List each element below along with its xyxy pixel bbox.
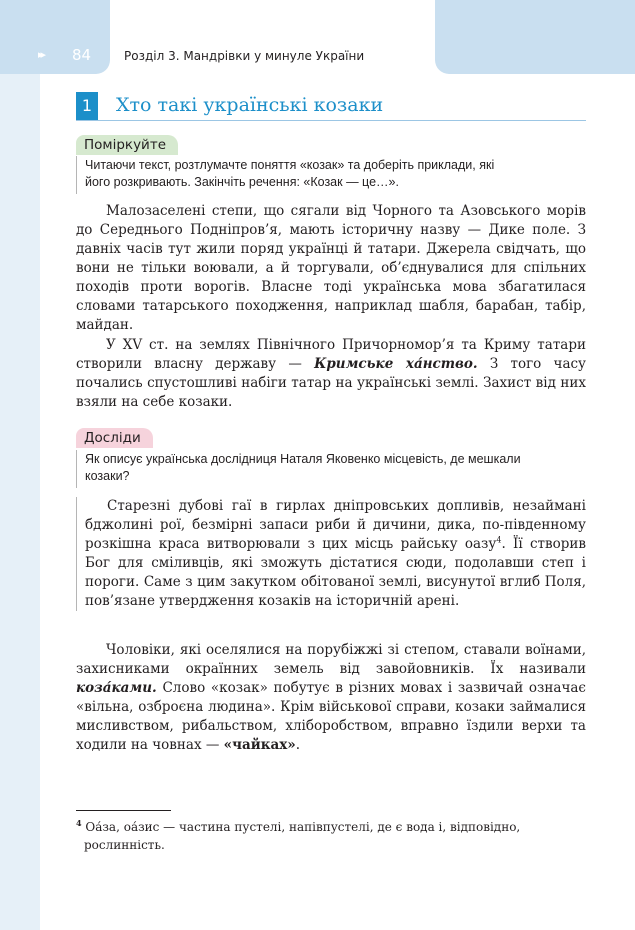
think-text-line2: його розкривають. Закінчіть речення: «Козак — це…». <box>85 175 399 189</box>
footnote-divider <box>76 810 171 811</box>
quote-text-cont: . Її створив Бог для сміливців, які зможуть дістатися сюди, подолавши степ і пороги. Саме з цим закутком обітованої землі, висунутої вглиб Поля, пов’язане утвердження козаків на історичній арені. <box>85 536 586 609</box>
footnote <box>76 818 586 854</box>
paragraph-3 <box>76 641 586 755</box>
paragraph-3-text: Чоловіки, які оселялися на порубіжжі зі степом, ставали воїнами, захисниками окраїнних земель від завойовників. Їх називали <box>76 642 586 677</box>
quote-block <box>76 497 586 611</box>
footnote-marker: 4 <box>76 818 82 828</box>
section-heading <box>76 92 586 121</box>
paragraph-2-cont: З того часу почались спустошливі набіги татар на українські землі. Захист від них взяли на себе козаки. <box>76 356 587 410</box>
quote-text: Старезні дубові гаї в гирлах дніпровських допливів, незаймані бджолині рої, безмірні запаси риби й дичини, дика, по-південному розкішна краса витворювали з цих місць райську оазу <box>85 498 586 552</box>
section-title: Хто такі українські козаки <box>116 94 384 116</box>
think-text <box>76 156 586 194</box>
cossacks-term: коза́ками. <box>76 680 157 696</box>
footnote-ref[interactable]: 4 <box>496 535 502 545</box>
chaiky-term: «чайках» <box>223 737 296 753</box>
explore-label: Досліди <box>76 428 153 448</box>
section-number: 1 <box>76 92 98 120</box>
explore-text-line2: козаки? <box>85 469 130 483</box>
explore-text-line1: Як описує українська дослідниця Наталя Яковенко місцевість, де мешкали <box>85 452 521 466</box>
left-margin-band <box>0 0 40 930</box>
footnote-line1: Оа́за, оа́зис — частина пустелі, напівпустелі, де є вода і, відповідно, <box>81 820 521 834</box>
think-label: Поміркуйте <box>76 135 178 155</box>
paragraph-2-text: У XV ст. на землях Північного Причорномор’я та Криму татари створили власну державу — <box>76 337 586 372</box>
paragraph-3-end: . <box>295 737 301 753</box>
header-tab-left <box>0 0 110 74</box>
think-text-line1: Читаючи текст, розтлумачте поняття «козак» та доберіть приклади, які <box>85 158 495 172</box>
page-arrows-icon: ▸▸ <box>38 48 44 61</box>
chapter-title: Розділ 3. Мандрівки у минуле України <box>124 49 365 63</box>
paragraph-1: Малозаселені степи, що сягали від Чорного та Азовського морів до Середнього Подніпров’я, мають історичну назву — Дике поле. З давніх часів тут жили поряд українці й татари. Джерела свідчать, що вони не тільки воювали, а й торгували, об’єднувалися для спільних походів проти ворогів. Власне тоді українська мова збагатилася словами татарського походження, наприклад шабля, барабан, табір, майдан. <box>76 203 586 333</box>
paragraph-2 <box>76 336 586 412</box>
page-number: 84 <box>72 46 92 64</box>
paragraph-3-cont: Слово «козак» побутує в різних мовах і зазвичай означає «вільна, озброєна людина». Крім військової справи, козаки займалися мисливством, рибальством, хліборобством, вправно їздили верхи та ходили на човнах — <box>76 680 586 753</box>
footnote-line2: рослинність. <box>84 838 165 852</box>
header-tab-right <box>435 0 635 74</box>
crimean-khanate-term: Кримське ха́нство. <box>314 356 478 372</box>
explore-text <box>76 450 586 488</box>
